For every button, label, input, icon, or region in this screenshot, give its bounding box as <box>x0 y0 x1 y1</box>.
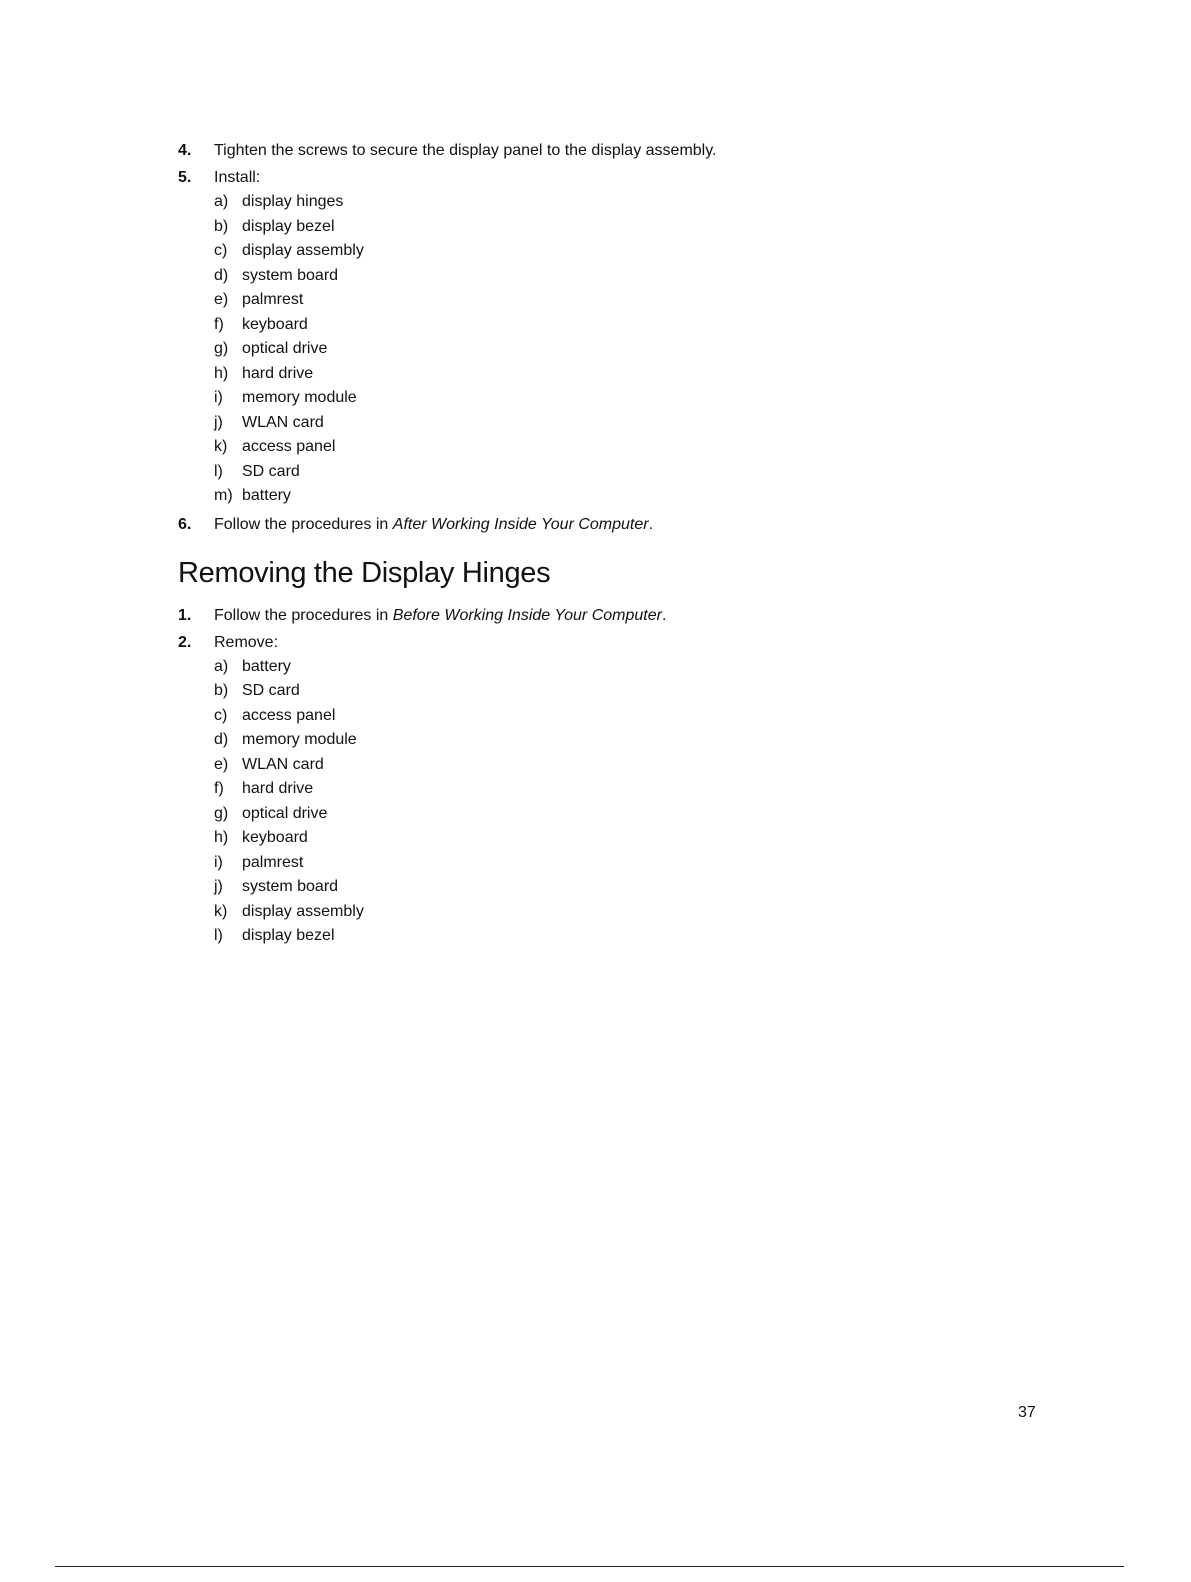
list-item <box>214 435 1078 460</box>
list-text: access panel <box>242 706 336 724</box>
list-item <box>214 924 1078 949</box>
list-item <box>214 411 1078 436</box>
list-text: optical drive <box>242 804 328 822</box>
list-text: optical drive <box>242 340 328 357</box>
list-letter: e) <box>214 291 229 308</box>
list-text: SD card <box>242 462 300 480</box>
step-text <box>214 605 1078 627</box>
step-suffix: . <box>661 606 667 624</box>
footer-divider <box>55 1566 1124 1567</box>
list-item <box>214 362 1078 387</box>
list-letter: m) <box>214 487 233 504</box>
list-item <box>214 728 1078 753</box>
list-letter: b) <box>214 682 229 699</box>
list-item <box>214 190 1078 215</box>
page-content <box>178 140 1078 949</box>
list-text: display bezel <box>242 217 335 235</box>
list-item <box>214 386 1078 411</box>
list-text: keyboard <box>242 829 308 846</box>
list-text: keyboard <box>242 315 308 333</box>
list-letter: k) <box>214 438 228 455</box>
list-item <box>214 679 1078 704</box>
step-prefix: Follow the procedures in <box>214 606 393 624</box>
step-number: 1. <box>178 606 192 624</box>
list-text: WLAN card <box>242 413 324 431</box>
list-text: memory module <box>242 731 357 748</box>
list-item <box>214 484 1078 509</box>
step-prefix: Follow the procedures in <box>214 515 393 533</box>
list-item <box>214 239 1078 264</box>
section-heading: Removing the Display Hinges <box>178 556 551 589</box>
list-letter: e) <box>214 755 229 773</box>
list-text: access panel <box>242 438 336 455</box>
list-letter: a) <box>214 193 229 210</box>
list-letter: g) <box>214 804 229 822</box>
step-number: 6. <box>178 515 192 533</box>
list-text: memory module <box>242 389 357 406</box>
list-letter: l) <box>214 927 223 944</box>
list-text: SD card <box>242 682 300 699</box>
list-item <box>214 215 1078 240</box>
list-letter: c) <box>214 706 228 724</box>
step-text: Tighten the screws to secure the display panel to the display assembly. <box>214 142 717 159</box>
list-letter: f) <box>214 780 224 797</box>
step-text <box>214 514 1078 536</box>
list-text: system board <box>242 266 339 284</box>
list-letter: l) <box>214 462 223 480</box>
list-item <box>214 777 1078 802</box>
list-text: palmrest <box>242 291 304 308</box>
list-letter: d) <box>214 731 229 748</box>
list-letter: j) <box>214 413 223 431</box>
list-item <box>214 802 1078 827</box>
step-number: 4. <box>178 142 192 159</box>
list-item <box>214 655 1078 680</box>
step-text: Install: <box>214 169 261 186</box>
list-item <box>214 313 1078 338</box>
list-text: battery <box>242 657 291 675</box>
step-6 <box>178 514 1078 541</box>
list-item <box>214 900 1078 925</box>
page-number: 37 <box>1018 1404 1036 1421</box>
list-item <box>214 753 1078 778</box>
list-item <box>214 875 1078 900</box>
list-text: hard drive <box>242 364 314 382</box>
list-item <box>214 337 1078 362</box>
list-text: hard drive <box>242 780 314 797</box>
list-letter: d) <box>214 266 229 284</box>
list-letter: f) <box>214 315 224 333</box>
step-number: 2. <box>178 633 192 651</box>
list-letter: b) <box>214 217 229 235</box>
list-text: display assembly <box>242 242 364 259</box>
list-text: display bezel <box>242 927 335 944</box>
after-working-link[interactable]: After Working Inside Your Computer <box>392 515 649 533</box>
list-item <box>214 460 1078 485</box>
list-letter: i) <box>214 853 223 871</box>
list-item <box>214 826 1078 851</box>
list-item <box>214 851 1078 876</box>
list-letter: h) <box>214 829 229 846</box>
step-4 <box>178 140 1078 167</box>
list-text: battery <box>242 487 291 504</box>
list-item <box>214 704 1078 729</box>
list-letter: k) <box>214 902 228 920</box>
remove-list <box>214 655 1078 949</box>
step-text: Remove: <box>214 633 279 651</box>
before-working-link[interactable]: Before Working Inside Your Computer <box>392 606 662 624</box>
step-suffix: . <box>648 515 654 533</box>
list-letter: h) <box>214 364 229 382</box>
step-number: 5. <box>178 169 192 186</box>
list-text: display assembly <box>242 902 364 920</box>
list-letter: g) <box>214 340 229 357</box>
list-text: display hinges <box>242 193 344 210</box>
list-letter: j) <box>214 878 223 895</box>
list-letter: c) <box>214 242 228 259</box>
list-text: WLAN card <box>242 755 324 773</box>
list-letter: a) <box>214 657 229 675</box>
list-text: palmrest <box>242 853 304 871</box>
step-1 <box>178 605 1078 632</box>
list-text: system board <box>242 878 339 895</box>
list-item <box>214 288 1078 313</box>
list-letter: i) <box>214 389 223 406</box>
install-list <box>214 190 1078 509</box>
list-item <box>214 264 1078 289</box>
